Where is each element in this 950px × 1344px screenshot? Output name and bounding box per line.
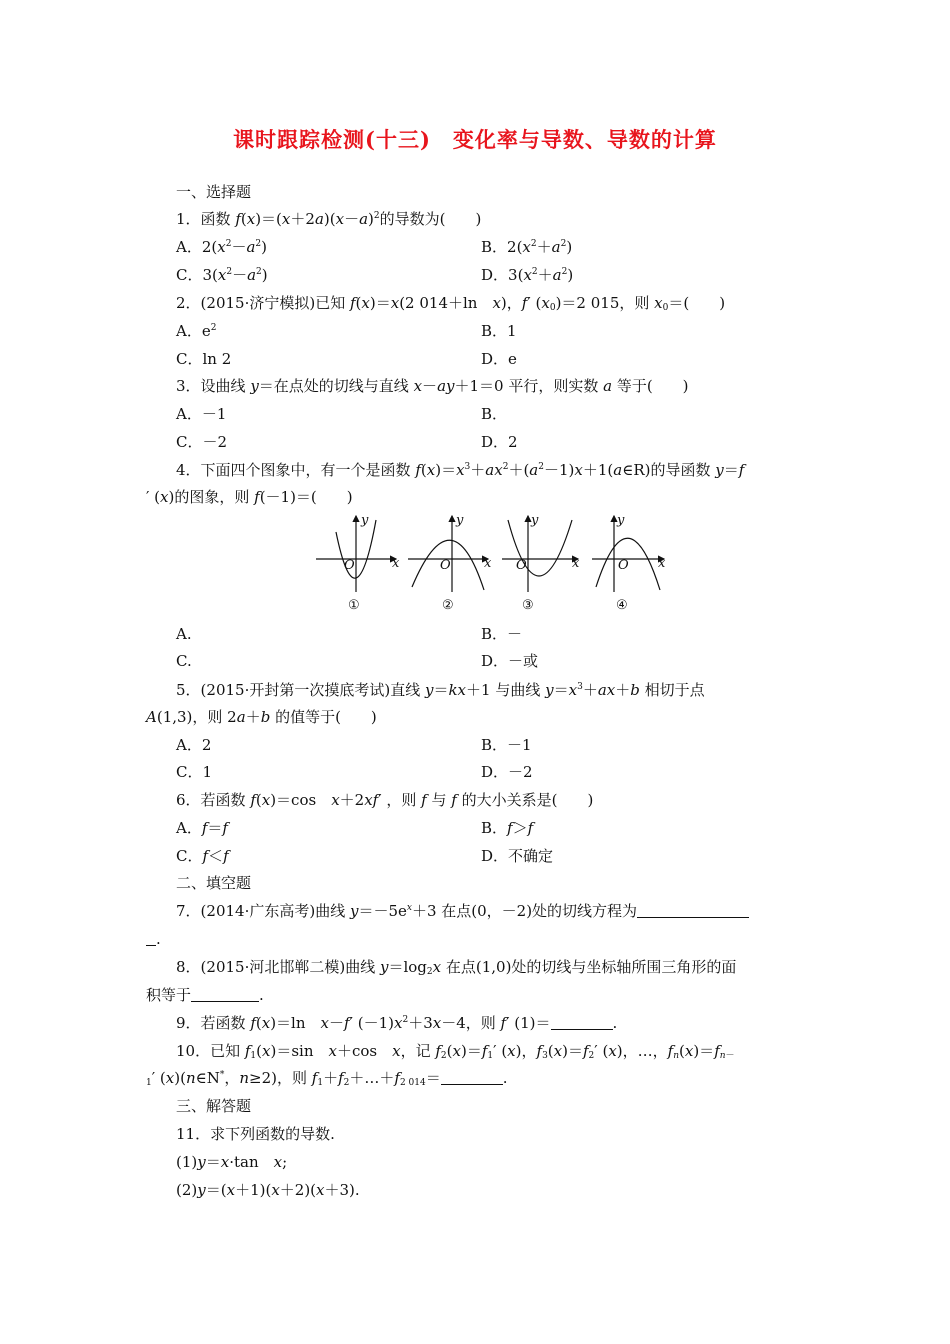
question-2-stem: 2．(2015·济宁模拟)已知 f(x)＝x(2 014＋ln x)，f′ $(x_0)=2$ 015，则 $x_0=$( )	[176, 294, 726, 313]
question-10-stem-line1: 10．已知 $f_1(x)=\sin$ x＋cos x，记 $f_2(x)=f_1'$ (x)，$f_3(x)=f_2'$ (x)，…，$f_n(x)=f_{n-}$	[176, 1042, 735, 1061]
origin-label: O	[618, 558, 629, 573]
question-7-stem: 7．(2014·广东高考)曲线 $y=-5e^x+3$ 在点(0，－2)处的切线方程为	[176, 901, 749, 921]
q2-option-d: D．e	[481, 350, 517, 368]
q1-option-a: A．$2(x^2-a^2)$	[176, 238, 267, 256]
graph-4	[592, 516, 664, 592]
graph-2	[408, 516, 488, 592]
graph-1	[316, 516, 396, 592]
q4-option-a: A.	[176, 625, 192, 643]
question-4-stem-line1: 4．下面四个图象中，有一个是函数 $f(x)=x^3+ax^2+(a^2-1)x+1(a\in R)$的导函数 y＝f	[176, 461, 745, 479]
section-heading: 一、选择题	[176, 183, 252, 201]
q2-option-c: C．ln 2	[176, 350, 232, 368]
q3-option-d: D．2	[481, 433, 518, 451]
answer-blank[interactable]	[637, 903, 749, 918]
question-5-stem-line2: A(1,3)，则 2a＋b 的值等于( )	[146, 708, 377, 726]
question-4-stem-line2: ′ (x)的图象，则 f(－1)＝( )	[146, 488, 353, 506]
question-6-stem: 6．若函数 f(x)＝cos x＋2xf′ ，则 f 与 f 的大小关系是( )	[176, 791, 594, 809]
section-heading: 二、填空题	[176, 874, 252, 892]
q2-option-a: A．$e^2$	[176, 322, 217, 340]
section-heading: 三、解答题	[176, 1097, 252, 1115]
q6-option-c: C．f＜f	[176, 847, 229, 865]
question-8-stem-line1: 8．(2015·河北邯郸二模)曲线 $y=\log_2x$ 在点(1,0)处的切线与坐标轴所围三角形的面	[176, 958, 737, 977]
graph-3-label: ③	[522, 598, 534, 613]
q3-option-b: B．	[481, 405, 508, 423]
q3-option-a: A．－1	[176, 405, 227, 423]
axis-x-label: x	[392, 556, 400, 571]
graph-1-label: ①	[348, 598, 360, 613]
q2-option-b: B．1	[481, 322, 517, 340]
question-11-part-2: (2)y＝(x＋1)(x＋2)(x＋3).	[176, 1181, 360, 1199]
axis-y-label: y	[456, 513, 464, 528]
graph-2-label: ②	[442, 598, 454, 613]
question-1-stem: 1．函数 $f(x)=(x+2a)(x-a)^2$的导数为( )	[176, 210, 482, 228]
answer-blank[interactable]	[146, 931, 156, 946]
q1-option-b: B．$2(x^2+a^2)$	[481, 238, 573, 256]
axis-y-label: y	[361, 513, 369, 528]
q6-option-d: D．不确定	[481, 847, 554, 865]
question-5-stem-line1: 5．(2015·开封第一次摸底考试)直线 y＝kx＋1 与曲线 $y=x^3+ax+b$ 相切于点	[176, 681, 705, 699]
q4-option-d: D．－或	[481, 652, 539, 670]
answer-blank[interactable]	[191, 987, 259, 1002]
question-8-stem-line2: 积等于 .	[146, 986, 264, 1004]
origin-label: O	[440, 558, 451, 573]
axis-x-label: x	[572, 556, 580, 571]
question-7-stem-cont: .	[146, 929, 161, 949]
question-9-stem: 9．若函数 f(x)＝ln x－f′ $(-1)x^2+3x-4$，则 f′ (1)＝ .	[176, 1014, 618, 1032]
answer-blank[interactable]	[551, 1015, 613, 1030]
axis-y-label: y	[531, 513, 539, 528]
origin-label: O	[516, 558, 527, 573]
q4-option-b: B．－	[481, 625, 523, 643]
q5-option-d: D．－2	[481, 763, 533, 781]
answer-blank[interactable]	[441, 1070, 503, 1085]
question-11-part-1: (1)y＝x·tan x;	[176, 1153, 288, 1171]
q5-option-c: C．1	[176, 763, 213, 781]
axis-x-label: x	[658, 556, 666, 571]
q5-option-a: A．2	[176, 736, 212, 754]
page-title: 课时跟踪检测(十三) 变化率与导数、导数的计算	[233, 127, 717, 152]
q3-option-c: C．－2	[176, 433, 228, 451]
q5-option-b: B．－1	[481, 736, 532, 754]
question-11-stem: 11．求下列函数的导数.	[176, 1125, 335, 1143]
q1-option-d: D．$3(x^2+a^2)$	[481, 266, 574, 284]
q4-option-c: C.	[176, 652, 192, 670]
q6-option-a: A．f＝f	[176, 819, 228, 837]
question-10-stem-line2: $_1$′ (x)(n∈N*，n≥2)，则 $f_1+f_2+\dots+f_{2 014}=$ .	[146, 1069, 508, 1088]
graph-4-label: ④	[616, 598, 628, 613]
graph-3	[502, 516, 578, 592]
axis-y-label: y	[617, 513, 625, 528]
q6-option-b: B．f＞f	[481, 819, 534, 837]
q1-option-c: C．$3(x^2-a^2)$	[176, 266, 268, 284]
question-3-stem: 3．设曲线 y＝在点处的切线与直线 x－ay＋1＝0 平行，则实数 a 等于( )	[176, 377, 689, 395]
origin-label: O	[344, 558, 355, 573]
axis-x-label: x	[484, 556, 492, 571]
